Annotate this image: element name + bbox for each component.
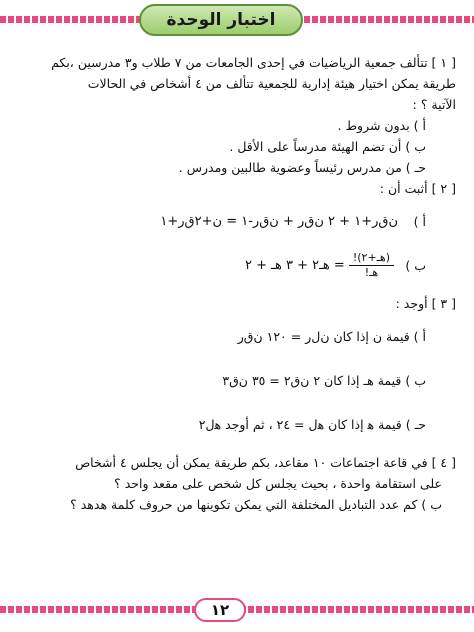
q1-part-c: حـ ) من مدرس رئيساً وعضوية طالبين ومدرس . — [178, 160, 426, 175]
q4-part-b: ب ) كم عدد التباديل المختلفة التي يمكن تكوينها من حروف كلمة هدهد ؟ — [70, 497, 442, 512]
q2-part-b-fraction — [349, 251, 394, 280]
q2-heading: [ ٢ ] أثبت أن : — [379, 181, 456, 196]
page-number: ١٢ — [194, 598, 246, 622]
q1-part-b: ب ) أن تضم الهيئة مدرساً على الأقل . — [229, 139, 426, 154]
q2-part-a-expression: ﻥﻕﺭ+١ + ٢ ﻥﻕﺭ + ﻥﻕﺭ-١ = ﻥ+٢ﻕﺭ+١ — [160, 213, 398, 229]
page-title-badge — [139, 4, 303, 36]
exercise-content — [16, 52, 456, 515]
q4-line1: [ ٤ ] في قاعة اجتماعات ١٠ مقاعد، بكم طريقة يمكن أن يجلس ٤ أشخاص — [75, 455, 456, 470]
q2-part-b-expression: هـ٢ + ٣ هـ + ٢ = — [245, 257, 345, 273]
q3-part-c: حـ ) قيمة ﻫ إذا كان ﻫﻝ = ٢٤ ، ثم أوجد ﻫﻝ٢ — [198, 416, 426, 432]
q2-part-b-label: ب ) — [405, 257, 426, 273]
q2-part-a — [16, 199, 456, 243]
q3-part-b: ب ) قيمة هـ إذا كان ٢ ﻥﻕ٢ = ٣٥ ﻥﻕ٣ — [222, 372, 426, 388]
q3-part-a: أ ) قيمة ﻥ إذا كان ﻥﻝﺭ = ١٢٠ ﻥﻕﺭ — [237, 328, 426, 344]
q1-line2: طريقة يمكن اختيار هيئة إدارية للجمعية تتألف من ٤ أشخاص في الحالات — [87, 76, 456, 91]
q2-part-a-label: أ ) — [413, 213, 426, 229]
q2-part-b — [16, 243, 456, 287]
q1-part-a: أ ) بدون شروط . — [337, 118, 426, 133]
q1-line3: الآتية ؟ : — [412, 97, 456, 112]
page-title: اختبار الوحدة — [166, 10, 276, 30]
fraction-numerator: (هـ+٢)! — [349, 251, 394, 266]
q1-line1: [ ١ ] تتألف جمعية الرياضيات في إحدى الجامعات من ٧ طلاب و٣ مدرسين ،بكم — [51, 55, 456, 70]
q4-line2: على استقامة واحدة ، بحيث يجلس كل شخص على مقعد واحد ؟ — [114, 476, 442, 491]
q3-heading: [ ٣ ] أوجد : — [395, 296, 456, 311]
fraction-denominator: هـ! — [364, 265, 379, 279]
